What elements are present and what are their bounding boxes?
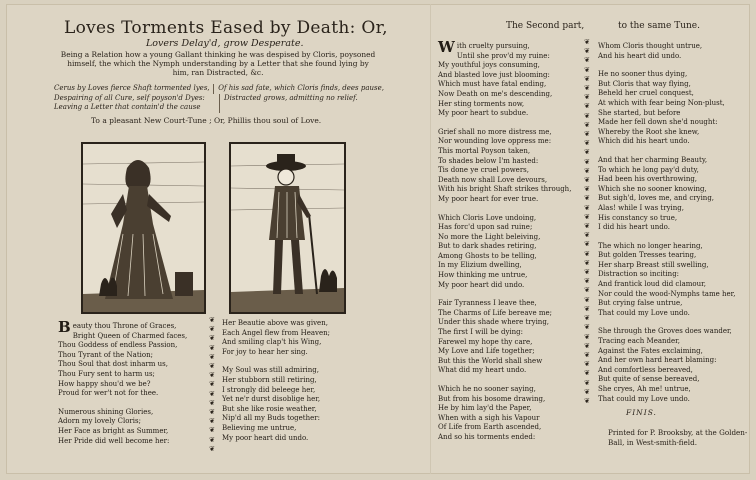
couplet-right: Of his sad fate, which Cloris finds, dees pause, <box>213 84 384 94</box>
verse-line: She through the Groves does wander, <box>598 327 732 336</box>
verse-line: Beheld her cruel conquest, <box>598 89 694 98</box>
verse-line: But crying false untrue, <box>598 299 683 308</box>
verse-line: Her stubborn still retiring, <box>222 375 317 384</box>
verse-line: My poor heart did undo. <box>438 280 525 289</box>
verse-line: And that her charming Beauty, <box>598 155 708 164</box>
verse-line: Whereby the Root she knew, <box>598 127 700 136</box>
verse-line: But from his bosome drawing, <box>438 394 546 403</box>
verse-line: Her Pride did well become her: <box>58 436 170 445</box>
verse-line: Against the Fates exclaiming, <box>598 346 703 355</box>
verse-line: With his bright Shaft strikes through, <box>438 185 572 194</box>
verse-line: I strongly did beleege her, <box>222 385 316 394</box>
couplet-left: Leaving a Letter that contain'd the cause <box>54 103 201 111</box>
first-part-column-2 <box>222 319 330 443</box>
verse-line: And blasted love just blooming: <box>438 70 550 79</box>
verse-line: But to dark shades retiring, <box>438 242 537 251</box>
finis-mark: FINIS. <box>626 408 657 417</box>
woodcut-lady <box>81 142 206 314</box>
verse-line: His constancy so true, <box>598 213 678 222</box>
verse-line: My Love and Life together; <box>438 347 535 356</box>
verse-line: My poor heart for ever true. <box>438 194 539 203</box>
verse-line: Thou Soul that dost inharm us, <box>58 360 168 369</box>
verse-line: The Charms of Life bereave me; <box>438 308 553 317</box>
verse-line: Nip'd all my Buds together: <box>222 414 320 423</box>
verse-line: Now Death on me's descending, <box>438 89 553 98</box>
verse-line: To shades below I'm hasted: <box>438 156 539 165</box>
verse-line: No more the Light beleiving, <box>438 232 541 241</box>
second-part-column-2 <box>598 42 735 404</box>
verse-line: But this the World shall shew <box>438 356 543 365</box>
imprint: Printed for P. Brooksby, at the Golden-Ball, in West-smith-field. <box>608 428 748 447</box>
couplet-left: Cerus by Loves fierce Shaft tormented lyes, <box>54 84 210 92</box>
tune-line: To a pleasant New Court-Tune ; Or, Phillis thou soul of Love. <box>91 116 322 125</box>
verse-line: In my Elizium dwelling, <box>438 261 522 270</box>
verse-line: Believing me untrue, <box>222 423 297 432</box>
verse-line: This mortal Poyson taken, <box>438 146 531 155</box>
verse-line: eauty thou Throne of Graces, <box>72 322 177 330</box>
second-part-tune: to the same Tune. <box>618 21 700 31</box>
verse-line: And frantick loud did clamour, <box>598 280 706 289</box>
verse-line: My poor heart did undo. <box>222 433 309 442</box>
verse-line: The first I will be dying: <box>438 328 523 337</box>
ornament-rule: ❦ ❦ ❦ ❦ ❦ ❦ ❦ ❦ ❦ ❦ ❦ ❦ ❦ ❦ ❦ ❦ ❦ ❦ ❦ ❦ ❦ ❦ ❦ ❦ ❦ ❦ ❦ ❦ ❦ ❦ ❦ ❦ ❦ ❦ ❦ ❦ ❦ ❦ ❦ ❦ <box>584 38 590 405</box>
verse-line: Her sting torments now, <box>438 99 525 108</box>
ballad-subtitle: Lovers Delay'd, grow Desperate. <box>146 38 304 49</box>
woodcut-gallant <box>229 142 346 314</box>
first-part-column-1 <box>58 318 188 446</box>
verse-line: Tis done ye cruel powers, <box>438 166 529 175</box>
verse-line: That could my Love undo. <box>598 394 690 403</box>
verse-line: My poor heart to subdue. <box>438 109 529 118</box>
verse-line: Her Face as bright as Summer, <box>58 426 169 435</box>
verse-line: Under this shade where trying, <box>438 318 550 327</box>
verse-line: How happy shou'd we be? <box>58 379 151 388</box>
couplet-right: Distracted grows, admitting no relief. <box>219 94 358 104</box>
verse-line: For joy to hear her sing. <box>222 347 308 356</box>
second-part-heading: The Second part, <box>506 21 585 31</box>
verse-line: Farewel my hope thy care, <box>438 337 533 346</box>
verse-line: Which did his heart undo. <box>598 137 690 146</box>
verse-line: That could my Love undo. <box>598 308 690 317</box>
verse-line: Nor wounding love oppress me: <box>438 137 552 146</box>
verse-line: Tracing each Meander, <box>598 337 680 346</box>
couplet-left: Despairing of all Cure, self poyson'd Dyes: <box>54 93 205 102</box>
verse-line: At which with fear being Non-plust, <box>598 98 725 107</box>
verse-line: Death now shall Love devours, <box>438 175 548 184</box>
verse-line: Thou Goddess of endless Passion, <box>58 341 178 350</box>
verse-line: Proud for wer't not for thee. <box>58 389 159 398</box>
verse-line: Has forc'd upon sad ruine; <box>438 223 533 232</box>
verse-line: Which she no sooner knowing, <box>598 184 707 193</box>
verse-line: How thinking me untrue, <box>438 271 528 280</box>
verse-line: Thou Fury sent to harm us; <box>58 369 155 378</box>
verse-line: My youthful joys consuming, <box>438 61 540 70</box>
verse-line: Each Angel flew from Heaven; <box>222 328 331 337</box>
verse-line: Nor could the wood-Nymphs tame her, <box>598 289 736 298</box>
verse-line: But sigh'd, loves me, and crying, <box>598 194 715 203</box>
verse-line: Bright Queen of Charmed faces, <box>72 331 188 340</box>
verse-line: Whom Cloris thought untrue, <box>598 42 703 50</box>
verse-line: And his heart did undo. <box>598 51 682 60</box>
verse-line: And so his torments ended: <box>438 432 536 441</box>
verse-line: I did his heart undo. <box>598 223 671 232</box>
verse-line: And her own hard heart blaming: <box>598 356 717 365</box>
verse-line: Made her fell down she'd nought: <box>598 118 718 127</box>
couplet-right <box>219 103 224 113</box>
verse-line: She cryes, Ah me! untrue, <box>598 385 691 393</box>
verse-line: Distraction so inciting: <box>598 270 680 279</box>
verse-line: But Cloris that way flying, <box>598 79 691 88</box>
verse-line: What did my heart undo. <box>438 366 527 375</box>
relation-text: Being a Relation how a young Gallant thinking he was despised by Cloris, poysoned himself, the which the Nymph understanding by a Letter that she found lying by him, ran Distracted, &c. <box>60 50 376 77</box>
broadside-sheet <box>6 4 750 474</box>
lady-figure-icon <box>83 144 204 312</box>
verse-line: Among Ghosts to be telling, <box>438 251 537 260</box>
verse-line: But she like rosie weather, <box>222 404 317 413</box>
verse-line: Numerous shining Glories, <box>58 407 154 416</box>
verse-line: And comfortless bereaved, <box>598 365 693 374</box>
verse-line: Her Beautie above was given, <box>222 319 328 327</box>
verse-line: Her sharp Breast still swelling, <box>598 260 709 269</box>
verse-line: Adorn my lovely Cloris; <box>58 417 141 426</box>
ornament-rule: ❦ ❦ ❦ ❦ ❦ ❦ ❦ ❦ ❦ ❦ ❦ ❦ ❦ ❦ ❦ <box>209 316 215 453</box>
verse-line: Thou Tyrant of the Nation; <box>58 350 153 359</box>
verse-line: Yet ne'r durst disoblige her, <box>222 395 321 404</box>
verse-line: Alas! while I was trying, <box>598 203 684 212</box>
verse-line: To which he long pay'd duty, <box>598 165 699 174</box>
verse-line: And smiling clap't his Wing, <box>222 338 322 347</box>
verse-line: The which no longer hearing, <box>598 241 703 250</box>
fold-line <box>430 4 431 474</box>
second-part-column-1 <box>438 38 572 443</box>
verse-line: But quite of sense bereaved, <box>598 375 700 384</box>
drop-cap: W <box>438 38 455 56</box>
verse-line: Which must have fatal ending, <box>438 80 547 89</box>
verse-line: She started, but before <box>598 108 681 117</box>
verse-line: ith cruelty pursuing, <box>456 42 530 50</box>
verse-line: Until she prov'd my ruine: <box>456 51 550 60</box>
ballad-title: Loves Torments Eased by Death: Or, <box>64 18 388 38</box>
verse-line: Which Cloris Love undoing, <box>438 213 537 222</box>
verse-line: When with a sigh his Vapour <box>438 413 540 422</box>
verse-line: He by him lay'd the Paper, <box>438 404 532 413</box>
verse-line: Had been his overthrowing, <box>598 175 698 184</box>
verse-line: But golden Tresses tearing, <box>598 251 697 260</box>
verse-line: Fair Tyranness I leave thee, <box>438 299 537 308</box>
drop-cap: B <box>58 318 71 336</box>
argument-couplet <box>54 84 384 113</box>
verse-line: Which he no sooner saying, <box>438 385 536 393</box>
verse-line: My Soul was still admiring, <box>222 366 319 375</box>
verse-line: Grief shall no more distress me, <box>438 127 552 136</box>
gallant-figure-icon <box>231 144 344 312</box>
verse-line: Of Life from Earth ascended, <box>438 423 542 432</box>
verse-line: He no sooner thus dying, <box>598 70 688 79</box>
